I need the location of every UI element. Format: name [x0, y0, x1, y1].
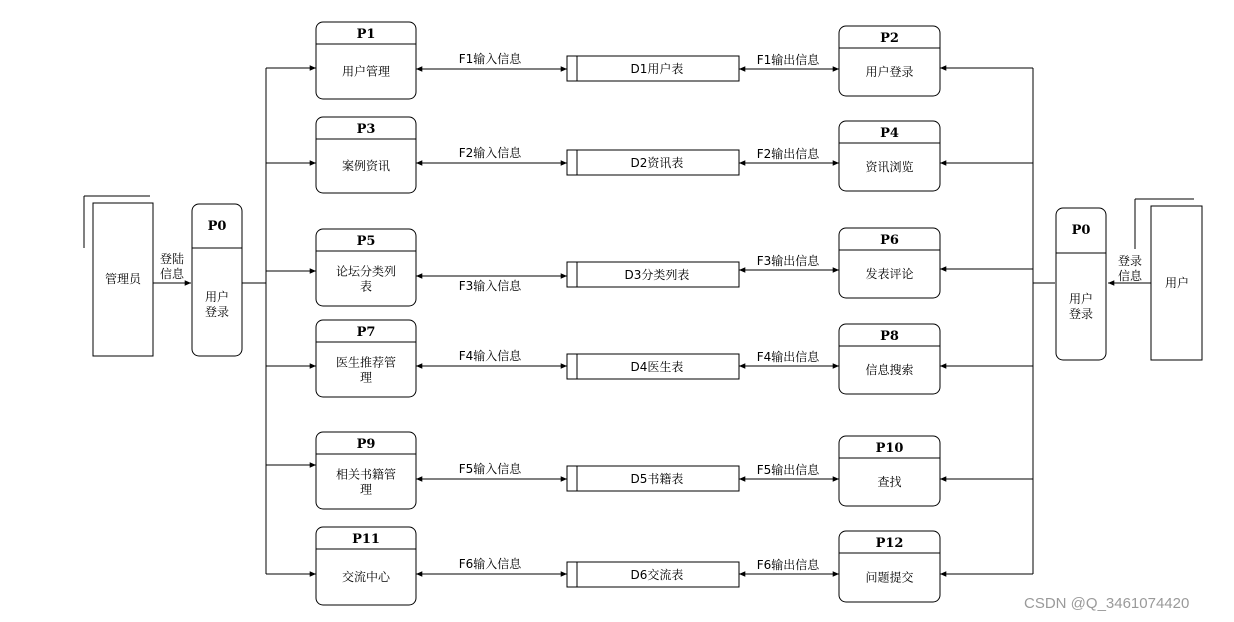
input-flow-label-4: F5输入信息 [458, 462, 522, 476]
user-login-process-id: P0 [1071, 223, 1091, 238]
user-login-flow [1108, 253, 1151, 283]
output-flow-label-5: F6输出信息 [756, 558, 820, 572]
left-process-id-2: P5 [356, 234, 376, 249]
user-login-flow-label-2: 信息 [1117, 269, 1143, 283]
output-flow-label-2: F3输出信息 [756, 254, 820, 268]
left-process-id-5: P11 [352, 532, 380, 547]
right-process-label-0: 用户登录 [865, 65, 914, 79]
right-process-label-5: 问题提交 [865, 570, 914, 585]
admin-login-flow-label-2: 信息 [159, 267, 185, 281]
data-store-label-0: D1用户表 [630, 62, 684, 76]
right-process-label-1: 资讯浏览 [865, 160, 914, 174]
data-store-label-2: D3分类列表 [624, 268, 690, 282]
data-store-label-5: D6交流表 [630, 568, 684, 582]
left-process-label-2-0: 论坛分类列 [335, 264, 397, 279]
left-process-label-5-0: 交流中心 [341, 570, 391, 584]
output-flow-label-1: F2输出信息 [756, 147, 820, 161]
admin-login-process [192, 204, 242, 356]
left-process-label-4-1: 理 [359, 482, 373, 497]
left-process-label-3-1: 理 [359, 370, 373, 385]
admin-login-process-id: P0 [207, 219, 227, 234]
data-store-label-3: D4医生表 [630, 360, 684, 374]
input-flow-label-5: F6输入信息 [458, 557, 522, 571]
admin-login-flow [153, 251, 191, 283]
left-process-label-2-1: 表 [359, 279, 373, 294]
right-process-id-1: P4 [880, 126, 899, 141]
left-process-id-0: P1 [356, 27, 376, 42]
left-process-label-3-0: 医生推荐管 [335, 355, 397, 370]
user-entity [1135, 199, 1202, 360]
output-flow-label-3: F4输出信息 [756, 350, 820, 364]
right-process-id-0: P2 [880, 31, 899, 46]
right-process-label-4: 查找 [877, 475, 902, 489]
admin-login-process-label-1: 用户 [204, 290, 230, 304]
left-process-id-4: P9 [356, 437, 376, 452]
left-process-id-1: P3 [356, 122, 376, 137]
watermark: CSDN @Q_3461074420 [1024, 595, 1190, 612]
left-process-label-0-0: 用户管理 [341, 64, 391, 79]
right-process-id-4: P10 [875, 441, 904, 456]
admin-entity [84, 196, 153, 356]
output-flow-label-0: F1输出信息 [756, 53, 820, 67]
right-process-label-2: 发表评论 [865, 267, 914, 281]
right-process-id-2: P6 [880, 233, 899, 248]
user-login-process-label-1: 用户 [1068, 292, 1094, 306]
admin-login-flow-label-1: 登陆 [159, 252, 185, 266]
admin-login-process-label-2: 登录 [204, 305, 230, 319]
left-process-id-3: P7 [356, 325, 376, 340]
left-process-label-1-0: 案例资讯 [341, 159, 391, 173]
user-login-flow-label-1: 登录 [1117, 254, 1143, 268]
right-process-id-3: P8 [880, 329, 899, 344]
input-flow-label-3: F4输入信息 [458, 349, 522, 363]
output-flow-label-4: F5输出信息 [756, 463, 820, 477]
right-process-id-5: P12 [875, 536, 904, 551]
input-flow-label-1: F2输入信息 [458, 146, 522, 160]
right-process-label-3: 信息搜索 [865, 363, 914, 377]
left-process-label-4-0: 相关书籍管 [335, 467, 397, 482]
input-flow-label-0: F1输入信息 [458, 52, 522, 66]
data-store-label-4: D5书籍表 [630, 472, 684, 486]
input-flow-label-2: F3输入信息 [458, 279, 522, 293]
user-login-process-label-2: 登录 [1068, 307, 1094, 321]
user-entity-label: 用户 [1164, 276, 1190, 290]
user-login-process [1056, 208, 1106, 360]
data-store-label-1: D2资讯表 [630, 156, 684, 170]
admin-entity-label: 管理员 [104, 272, 142, 286]
